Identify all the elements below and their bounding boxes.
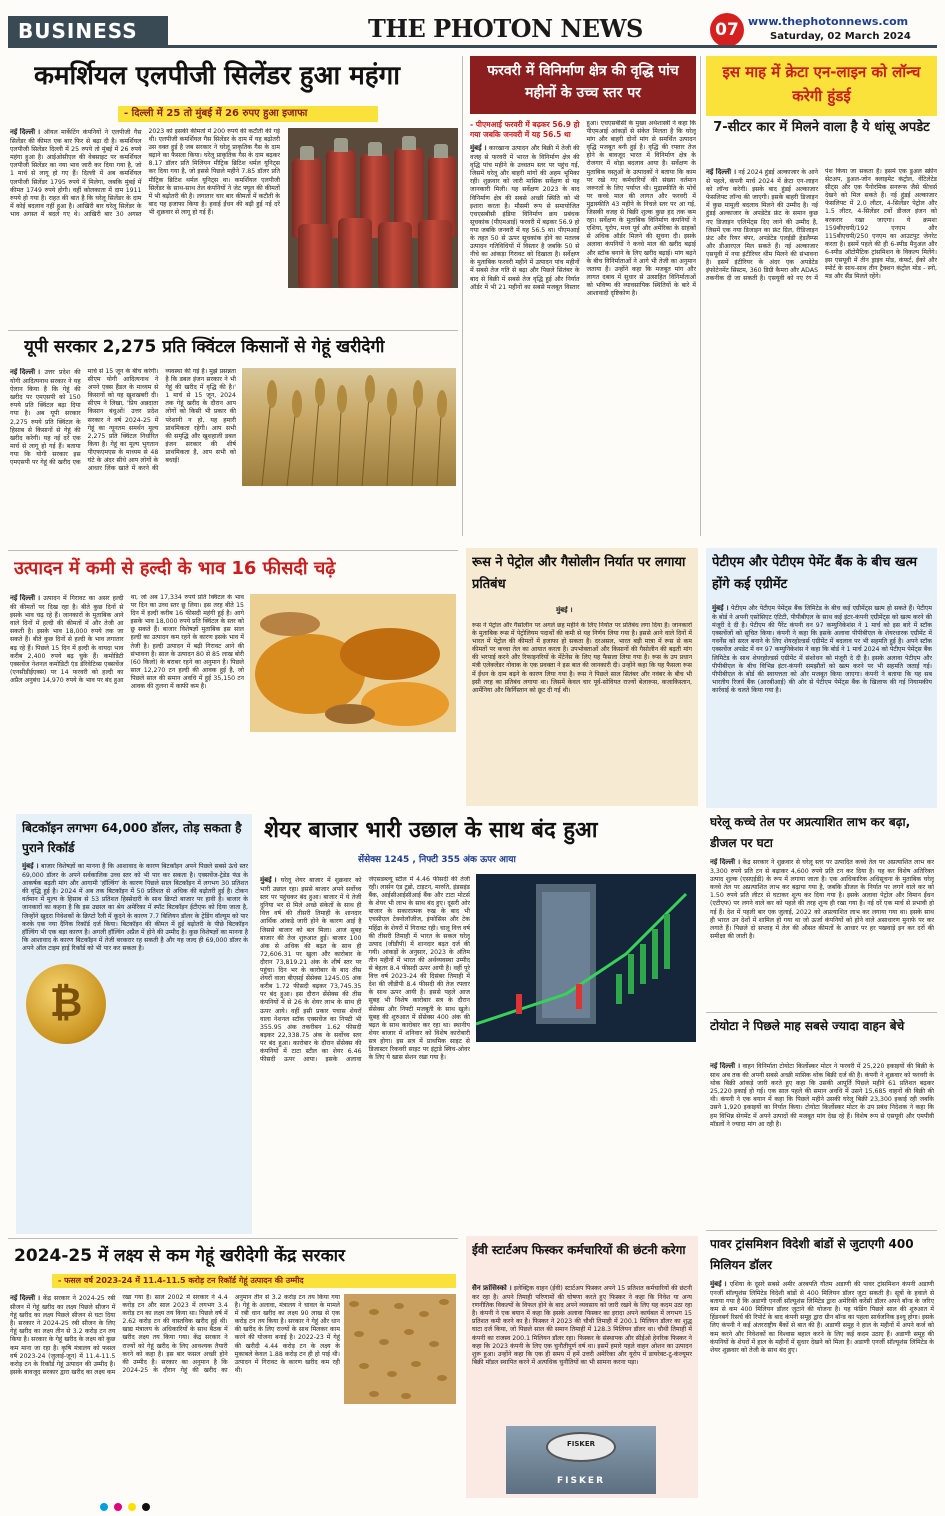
russia-article [466, 548, 698, 806]
toyota-headline: टोयोटा ने पिछले माह सबसे ज्यादा वाहन बेचे [710, 1019, 905, 1033]
turmeric-headline: उत्पादन में कमी से हल्दी के भाव 16 फीसदी चढ़े [14, 558, 336, 579]
bitcoin-body [22, 862, 248, 1230]
newspaper-title: THE PHOTON NEWS [368, 14, 643, 43]
wheat-centre-body-tail [344, 1408, 456, 1498]
turmeric-body [10, 594, 244, 810]
lpg-headline: कमर्शियल एलपीजी सिलेंडर हुआ महंगा [34, 61, 400, 91]
creta-body [706, 168, 937, 536]
section-label: BUSINESS [8, 16, 168, 46]
crude-headline: घरेलू कच्चे तेल पर अप्रत्याशित लाभ कर बढ़ा, डीजल पर घटा [710, 815, 911, 850]
sensex-body-tail [476, 1046, 696, 1232]
turmeric-dateline: नई दिल्ली । [10, 594, 41, 602]
mfg-dateline: मुंबई । [470, 144, 487, 152]
toyota-text: वाहन विनिर्माता टोयोटा किर्लोस्कर मोटर ने फरवरी में 25,220 इकाइयों की बिक्री के साथ अब तक की अपनी सबसे अच्छी मासिक थोक बिक्री दर्ज की है। कंपनी ने शुक्रवार को फरवरी के थोक बिक्री आंकड़े जारी करते हुए कहा कि उसकी आपूर्ति पिछले महीने 61 प्रतिशत बढ़कर 25,220 इकाई हो गई। एक साल पहले की समान अवधि में उसने 15,685 वाहनों की बिक्री की थी। कंपनी ने एक बयान में कहा कि पिछले महीने उसकी घरेलू बिक्री 23,300 इकाई रही जबकि उसने 1,920 इकाइयों का निर्यात किया। टोयोटा किर्लोस्कर मोटर के उप प्रबंध निदेशक ने कहा कि हम विभिन्न सेगमेंट में अपने उत्पादों की मजबूत मांग देख रहे हैं। विशेष रूप से एसयूवी और एमपीवी मॉडलों ने ज्यादा मांग आ रही है। [710, 1063, 934, 1128]
fisker-logo: FISKER [566, 1440, 596, 1448]
wheat-stalks-graphic [242, 368, 456, 486]
sensex-headline: शेयर बाजार भारी उछाल के साथ बंद हुआ [264, 818, 598, 843]
wheat-centre-subhead [52, 1274, 456, 1288]
mfg-headline-box [470, 56, 696, 114]
issue-date: Saturday, 02 March 2024 [770, 31, 911, 42]
creta-subhead: 7-सीटर कार में मिलने वाला है ये धांसू अपडेट [713, 120, 930, 135]
sensex-article [258, 814, 698, 1234]
russia-body: रूस ने पेट्रोल और गैसोलीन पर अगले छह महीने के लिए निर्यात पर प्रतिबंध लगा दिया है। जानकारों के मुताबिक रूस में पेट्रोलियम पदार्थों की कमी से यह निर्णय लिया गया है। इससे आने वाले दिनों में भारत में पेट्रोल की कीमतों में इजाफा हो सकता है। दरअसल, भारत बड़ी मात्रा में रूस से कम कीमतों पर कच्चा तेल का आयात करता है। उपभोक्ताओं और किसानों की गैसोलीन की बढ़ती मांग की भरपाई करने और रिफाइनरियों के मेंटेनेंस के लिए यह फैसला लिया गया है। रूस के उप प्रधान मंत्री एलेक्जेंडर नोवाक के एक प्रवक्ता ने इस बात की जानकारी दी। उन्होंने कहा कि यह फैसला रूस में ईंधन के दाम बढ़ने के कारण लिया गया है। रूस ने पिछले साल सितंबर और नवंबर के बीच भी इसी तरह का प्रतिबंध लगाया था। जिसमें केवल चार पूर्व-सोवियत राज्यों बेलारूस, कजाकिस्तान, आर्मेनिया और किर्गिस्तान को छूट दी गई थी। [472, 622, 692, 694]
russia-headline: रूस ने पेट्रोल और गैसोलीन निर्यात पर लगाया प्रतिबंध [472, 555, 686, 592]
crude-dateline: नई दिल्ली । [710, 858, 741, 866]
creta-headline-box [706, 56, 937, 116]
wheat-centre-body [10, 1294, 340, 1498]
wheat-up-body-tail [242, 490, 456, 542]
wheat-up-text: उत्तर प्रदेश की योगी आदित्यनाथ सरकार ने यह ऐलान किया है कि गेहूं की खरीद पर एमएसपी को 150 रुपये प्रति क्विंटल बढ़ा दिया गया है। अब यूपी सरकार 2,275 रुपये प्रति क्विंटल के हिसाब से किसानों से गेहूं की खरीद करेगी। यह नई दरें एक मार्च से लागू हो गई हैं। बताया गया कि योगी सरकार इस एमएसपी पर गेहूं की खरीद एक मार्च से 15 जून के बीच करेगी। सीएम योगी आदित्यनाथ ने अपने एक्स हैंडल के माध्यम से किसानों को यह खुशखबरी दी। सीएम ने लिखा, 'प्रिय अन्नदाता किसान बंधुओं! उत्तर प्रदेश सरकार ने वर्ष 2024-25 में गेहूं का न्यूनतम समर्थन मूल्य 2,275 प्रति क्विंटल निर्धारित किया है। गेहूं का मूल्य भुगतान पीएफएमएस के माध्यम से 48 घंटे के अंदर सीधे आप लोगों के आधार लिंक खाते में करने की व्यवस्था की गई है। मुझे प्रसन्नता है कि डबल इंजन सरकार ने भी गेहूं की खरीद में वृद्धि की है।' 1 मार्च से 15 जून, 2024 तक गेहूं खरीद के दौरान आप लोगों को किसी भी प्रकार की परेशानी न हो, यह हमारी प्राथमिकता रहेगी। आप सभी की समृद्धि और खुशहाली डबल इंजन सरकार की शीर्ष प्राथमिकता है, आप सभी को बधाई! [10, 368, 236, 473]
website-url[interactable]: www.thephotonnews.com [748, 15, 909, 28]
adani-article [706, 1234, 937, 1500]
turmeric-text: उत्पादन में गिरावट का असर हल्दी की कीमतों पर दिख रहा है। बीते कुछ दिनों से इसके भाव चढ़ रहे हैं। जानकारों के मुताबिक आने वाले दिनों में हल्दी की कीमतों में और तेजी आ सकती है। इसके भाव 18,000 रुपये तक जा सकते हैं। बीते कुछ दिनों से हल्दी के भाव लगातार बढ़ रहे हैं। पिछले 15 दिन में हल्दी के वायदा भाव करीब 2,400 रुपये बढ़ चुके हैं। कमोडिटी एक्सचेंज नेशनल कमोडिटी एंड डेरिवेटिव्स एक्सचेंज (एनसीडीईएक्स) पर 14 फरवरी को हल्दी का अप्रैल अनुबंध 14,970 रुपये के भाव पर बंद हुआ था, जो अब 17,334 रुपये प्रति क्विंटल के भाव पर दिन का उच्च स्तर छू लिया। इस तरह बीते 15 दिन में हल्दी करीब 16 फीसदी महंगी हुई है। आगे इसके भाव 18,000 रुपये प्रति क्विंटल के स्तर को छू सकते हैं। बाजार विशेषज्ञों मुताबिक इस साल हल्दी का उत्पादन कम रहने के कारण इसके भाव में तेजी है। हल्दी उत्पादन में बढ़ी गिरावट आने की संभावना है। साल के उत्पादन 80 से 85 लाख बोरी (60 किलो) के बराबर रहने का अनुमान है। पिछले साल 12,270 टन हल्दी की आवक हुई है, जो पिछले साल की समान अवधि में हुई 35,150 टन आवक की तुलना में काफी कम है। [10, 594, 244, 691]
bitcoin-text: बाजार विशेषज्ञों का मानना है कि आशावाद के कारण बिटकॉइन अपने पिछले सबसे ऊंचे स्तर 69,000 डॉलर के अपने सर्वकालिक उच्च स्तर को भी पार कर सकता है। एक्सचेंज-ट्रेडेड फंड के आकर्षक बढ़ती मांग और आगामी 'हॉल्विंग' के कारण पिछले साल बिटकॉइन में लगभग 30 प्रतिशत की वृद्धि हुई है। 2024 में अब तक बिटकॉइन में 50 प्रतिशत से अधिक की बढ़ोतरी हुई है। टोकन वर्तमान में मूल्य के हिसाब से 53 प्रतिशत हिस्सेदारी के साथ क्रिप्टो बाजार पर हावी है। बाजार के जानकारों का कहना है कि इस उछाल का श्रेय अमेरिका में स्पॉट बिटकॉइन ईटीएफ को दिया जाता है, जिन्होंने खुदरा निवेशकों के क्रिप्टो रैली में कूदने के कारण 7.7 बिलियन डॉलर के ट्रेडिंग वॉल्यूम को पार करके एक नया दैनिक रिकॉर्ड दर्ज किया। बिटकॉइन की कीमत में हुई बढ़ोतरी के पीछे बिटकॉइन हॉल्विंग भी एक बड़ा कारण है। अगली हॉल्विंग अप्रैल में होने की उम्मीद है। कुछ विशेषज्ञों का मानना है कि आशावाद के कारण बिटकॉइन में तेजी बरकरार रह सकती है और यह जल्द ही 69,000 डॉलर के अपने ऑल टाइम हाई रिकॉर्ड को भी पार कर सकता है। [22, 863, 248, 952]
bitcoin-headline: बिटकॉइन लगभग 64,000 डॉलर, तोड़ सकता है पुराने रिकॉर्ड [22, 821, 242, 855]
stock-exchange-image [476, 874, 696, 1042]
creta-text: नई 2024 हुंडई अल्काजार के आने से पहले, कंपनी मार्च 2024 में क्रेटा एन-लाइन को लॉन्च करेगी। इसके बाद हुंडई अल्काजार फेसलिफ्ट लॉन्च की जाएगी। इसके बाहरी डिजाइन में कुछ मामूली बदलाव मिलने की उम्मीद है। नई हुंडई अल्काजार के अपडेटेड फ्रंट के समान कुछ नए डिजाइन एलिमेंट्स दिए जाने की उम्मीद है, जिसमें एक नया डिजाइन का फ्रंट ग्रिल, रीडिजाइन फ्रंट और रियर बंपर, अपडेटेड एलईडी हेडलैम्प्स और डीआरएल मिल सकते हैं। नई अल्काजार एसयूवी में नया इंटीरियर थीम मिलने की संभावना है। इसमें इंटीरियर के अंदर एक अपडेटेड इंफोटेनमेंट सिस्टम, 360 डिग्री कैमरा और ADAS तकनीक दी जा सकती है। एसयूवी को नए रंग में पेश किया जा सकता है। इसमें एक डुअल स्क्रीन सेटअप, डुअल-जोन क्लाइमेट कंट्रोल, वेंटिलेटेड सीट्स और एक पैनोरमिक सनरूफ जैसे फीचर्स देखने को मिल सकते हैं। नई हुंडई अल्काजार फेसलिफ्ट में 2.0 लीटर, 4-सिलेंडर पेट्रोल और 1.5 लीटर, 4-सिलेंडर टर्बो डीजल इंजन को बरकरार रखा जाएगा। ये क्रमशः 159बीएचपी/192 एनएम और 115बीएचपी/250 एनएम का आउटपुट जेनरेट करता है। इसमें पहले की ही 6-स्पीड मैनुअल और 6-स्पीड ऑटोमैटिक ट्रांसमिशन के विकल्प मिलेंगे। इस एसयूवी में तीन ड्राइव मोड, कंफर्ट, ईको और स्पोर्ट के साथ-साथ तीन ट्रैक्शन कंट्रोल मोड - स्नो, मड और सैंड मिलते रहेंगे। [706, 168, 937, 283]
adani-headline: पावर ट्रांसमिशन विदेशी बांडों से जुटाएगी 400 मिलियन डॉलर [710, 1237, 914, 1272]
mfg-body [470, 120, 696, 536]
fisker-headline: ईवी स्टार्टअप फिस्कर कर्मचारियों की छंटनी करेगा [472, 1243, 686, 1257]
turmeric-body-tail [250, 736, 456, 810]
lpg-dateline: नई दिल्ली । [10, 128, 41, 136]
mfg-headline: फरवरी में विनिर्माण क्षेत्र की वृद्धि पांच महीनों के उच्च स्तर पर [487, 63, 679, 101]
sensex-subhead: सेंसेक्स 1245 , निफ्टी 355 अंक ऊपर आया [358, 855, 516, 865]
wheat-up-body [10, 368, 236, 542]
mfg-text: कारखाना उत्पादन और बिक्री में तेजी की वजह से फरवरी में भारत के विनिर्माण क्षेत्र की वृद्धि पांच महीने के उच्चतम स्तर पर पहुंच गई, जिसमें घरेलू और बाहरी मांगों की अहम भूमिका रही। शुक्रवार को जारी मासिक सर्वेक्षण से यह जानकारी मिली। यह सर्वेक्षण 2023 के बाद विनिर्माण क्षेत्र की सबसे अच्छी स्थिति को भी इशारा करता है। मौसमी रूप से समायोजित एचएसबीसी इंडिया विनिर्माण क्रय प्रबंधक सूचकांक (पीएमआई) फरवरी में बढ़कर 56.9 हो गया जबकि जनवरी में यह 56.5 था। पीएमआई के तहत 50 से ऊपर सूचकांक होने का मतलब उत्पादन गतिविधियों में विस्तार है जबकि 50 से नीचे का आंकड़ा गिरावट को दिखाता है। सर्वेक्षण के मुताबिक फरवरी महीने में उत्पादन पांच महीनों में सबसे तेज गति से बढ़ा और पिछले सितंबर के बाद से बिक्री में सबसे तेज वृद्धि हुई और निर्यात ऑर्डर में भी 21 महीनों का सबसे मजबूत विस्तार हुआ। एचएसबीसी के मुख्य अर्थशास्त्री ने कहा कि पीएमआई आंकड़ों से संकेत मिलता है कि घरेलू मांग और बाहरी दोनों मांग से समर्थित उत्पादन वृद्धि मजबूत बनी हुई है। वृद्धि की रफ्तार तेज होने के बावजूद भारत में विनिर्माण क्षेत्र के रोजगार में थोड़ा बदलाव आया है। सर्वेक्षण के मुताबिक वस्तुओं के उत्पादकों ने बताया कि काम पर रखे गए कर्मचारियों की संख्या वर्तमान जरूरतों के लिए पर्याप्त थी। मुद्रास्फीति के मोर्चे पर कच्चे माल की लागत और फरवरी में मुद्रास्फीति 43 महीने के निचले स्तर पर आ गई, जिसकी वजह से बिक्री शुल्क कुछ हद तक कम रहा। सर्वेक्षण के मुताबिक विनिर्माण कंपनियों ने एशिया, यूरोप, मध्य पूर्व और अमेरिका के ग्राहकों से अधिक ऑर्डर मिलने की सूचना दी। इसके अलावा कंपनियों ने कच्चे माल की खरीद बढ़ाई और स्टॉक बनाने के लिए खरीद बढ़ाई। मांग बढ़ने के बीच विनिर्माताओं ने आगे भी तेजी का अनुमान जताया है। उन्होंने कहा कि मजबूत मांग और लागत दबाव में सुधार से उत्साहित विनिर्माताओं को भविष्य की व्यावसायिक स्थितियों के बारे में आशावादी दृष्टिकोण है। [470, 120, 696, 297]
wheat-centre-headline: 2024-25 में लक्ष्य से कम गेहूं खरीदेगी केंद्र सरकार [14, 1246, 346, 1266]
lpg-text: ऑयल मार्केटिंग कंपनियों ने एलपीजी गैस सिलेंडर की कीमत एक बार फिर से बढ़ा दी है। कमर्शियल एलपीजी सिलेंडर दिल्ली में 25 रुपये तो मुंबई में 26 रुपये महंगा हुआ है। आईओसीएल की वेबसाइट पर कमर्शियल एलपीजी सिलेंडर का नया भाव जारी कर दिया गया है, जो 1 मार्च से लागू हो गए हैं। दिल्ली में अब कमर्शियल एलपीजी सिलेंडर 1795 रुपये में मिलेगा, जबकि मुंबई में कीमत 1749 रुपये होगी। वहीं कोलकाता में दाम 1911 रुपये हो गया है। राहत की बात है कि घरेलू सिलेंडर के दाम में कोई बदलाव नहीं हुआ है। आखिरी बार घरेलू सिलेंडर के भाव अगस्त में बदले गए थे। आखिरी बार 30 अगस्त 2023 को इसकी कीमतों में 200 रुपये की कटौती की गई थी। एलपीजी कमर्शियल गैस सिलेंडर के दाम में यह बढ़ोतरी उस वक्त हुई है जब सरकार ने घरेलू प्राकृतिक गैस के दाम बढ़ाने का फैसला किया। घरेलू प्राकृतिक गैस के दाम बढ़कर 8.17 डॉलर प्रति मिलियन मीट्रिक ब्रिटिश थर्मल यूनिट्स कर दिया गया है, जो इससे पिछले महीने 7.85 डॉलर प्रति मीट्रिक ब्रिटिश थर्मल यूनिट्स था। कमर्शियल एलपीजी सिलेंडर के साथ-साथ तेल कंपनियों ने जेट फ्यूल की कीमतों में भी बढ़ोतरी की है। लगातार चार बार कीमतों में कटौती के बाद यह इजाफा किया है। हवाई ईंधन की बढ़ी हुई नई दरें भी शुक्रवार से लागू हो गई हैं। [10, 128, 280, 218]
wheat-up-headline: यूपी सरकार 2,275 प्रति क्विंटल किसानों से गेहूं खरीदेगी [24, 337, 385, 357]
fisker-sign: FISKER [556, 1476, 606, 1486]
creta-article [706, 56, 937, 536]
masthead-bar [8, 8, 937, 48]
adani-text: एशिया के दूसरे सबसे अमीर अरबपति गौतम अडाणी की पावर ट्रांसमिशन कंपनी अडाणी एनर्जी सॉल्यूशंस लिमिटेड विदेशी बांडों से 400 मिलियन डॉलर जुटा सकती है। सूत्रों के हवाले से बताया गया है कि अडाणी एनर्जी सॉल्यूशंस लिमिटेड द्वारा अमेरिकी करेंसी डॉलर अपने बॉन्ड के जरिए कम से कम 400 मिलियन डॉलर जुटाने की योजना है। यह फंडिंग पिछले साल की शुरुआत में हिंडनबर्ग रिसर्च की रिपोर्ट के बाद कंपनी समूह द्वारा ग्रीन बॉन्ड का पहला सार्वजनिक इश्यू होगा। इसके लिए कंपनी ने कई अंतरराष्ट्रीय बैंकों से बात की है। अडाणी समूह ने हाल के महीनों में अपने कर्ज को कम करने और निवेशकों का विश्वास बहाल करने के लिए कई कदम उठाए हैं। अडाणी समूह की कंपनियों के शेयरों में हाल के महीनों में सुधार देखने को मिला है। अडाणी एनर्जी सॉल्यूशंस लिमिटेड के शेयर शुक्रवार को तेजी के साथ बंद हुए। [710, 1281, 934, 1354]
lpg-caption-tail [288, 290, 458, 324]
turmeric-article [8, 554, 458, 814]
bitcoin-icon: ₿ [49, 980, 83, 1026]
lpg-cylinders-image [288, 128, 458, 288]
sensex-text: घरेलू शेयर बाजार में शुक्रवार को भारी उछाल रहा। इससे बाजार अपने सर्वोच्च स्तर पर पहुंचकर बंद हुआ। बाजार में ये तेजी दुनिया भर से मिले अच्छे संकेतों के साथ ही वित्त वर्ष की तीसरी तिमाही के शानदार आर्थिक आंकड़े जारी होने के कारण आई है जिससे बाजार को बल मिला। आज सुबह बाजार की तेज शुरुआत हुई। बाजार 100 अंक से अधिक की बढ़त के साथ ही 72,606.31 पर खुला और कारोबार के दौरान 73,819.21 अंक के शीर्ष स्तर पर पहुंचा। दिन भर के कारोबार के बाद तीस शेयरों वाला बीएसई सेंसेक्स 1245.05 अंक करीब 1.72 फीसदी बढ़कर 73,745.35 पर बंद हुआ। इस दौरान सेंसेक्स की तीस कंपनियों में से 26 के शेयर लाभ के साथ ही ऊपर आये। वहीं इसी प्रकार पचास शेयरों वाला नेशनल स्टॉक एक्सचेंज का निफ्टी भी 355.95 अंक तकरीबन 1.62 फीसदी बढ़कर 22,338.75 अंक के सर्वोच्च स्तर पर बंद हुआ। कारोबार के दौरान सेंसेक्स की कंपनियों में टाटा स्टील का शेयर 6.46 फीसदी ऊपर आया। इसके अलावा जेएसडब्ल्यू स्टील में 4.46 फीसदी की तेजी रही। लार्सन एंड टूब्रो, टाइटन, मारुति, इंडसइंड बैंक, आईसीआईसीआई बैंक और टाटा मोटर्स के शेयर भी लाभ के साथ बंद हुए। दूसरी ओर बाजार के सकारात्मक रुख के बाद भी एचसीएल टेक्नोलॉजीज, इंफोसिस और टेक महिंद्रा के शेयरों में गिरावट रही। चालू वित्त वर्ष की तीसरी तिमाही में भारत के सकल घरेलू उत्पाद (जीडीपी) में शानदार बढ़त दर्ज की गयी। आंकड़ों के अनुसार, 2023 के अंतिम तीन महीनों में भारत की अर्थव्यवस्था उम्मीद से बेहतर 8.4 फीसदी ऊपर आयी है। वहीं पूरे वित्त वर्ष 2023-24 की दिसंबर तिमाही में देश की जीडीपी 8.4 फीसदी की तेज रफ्तार के साथ ऊपर आयी है। इससे पहले आज सुबह भी विशेष कारोबार सत्र के दौरान सेंसेक्स और निफ्टी मजबूती के साथ खुले। सुबह की शुरुआत में सेंसेक्स 400 अंक की बढ़त के साथ कारोबार कर रहा था। स्थानीय शेयर बाजार में शनिवार को विशेष कारोबारी सत्र होगा। इस सत्र में प्राथमिक साइट से डिजास्टर रिकवरी साइट पर इंट्राडे स्विच-ओवर के लिए ये खास सेशन रखा गया है। [260, 876, 470, 1064]
wheat-centre-subhead-text: - फसल वर्ष 2023-24 में 11.4-11.5 करोड़ टन रिकॉर्ड गेहूं उत्पादन की उम्मीद [58, 1276, 304, 1285]
creta-dateline: नई दिल्ली । [706, 168, 737, 176]
wheat-field-image [242, 368, 456, 486]
paytm-headline: पेटीएम और पेटीएम पेमेंट बैंक के बीच खत्म होंगे कई एग्रीमेंट [712, 555, 918, 592]
paytm-article [706, 548, 937, 808]
toyota-article [706, 1016, 937, 1226]
stock-chart-graphic [476, 874, 696, 1042]
wheat-grains-graphic [344, 1294, 456, 1404]
paytm-dateline: मुंबई । [712, 604, 729, 612]
bitcoin-dateline: मुंबई । [22, 862, 39, 870]
turmeric-image [250, 594, 456, 732]
bitcoin-article [16, 814, 252, 1234]
turmeric-graphic [250, 594, 456, 732]
paytm-body [712, 604, 932, 804]
crude-text: केंद्र सरकार ने शुक्रवार से घरेलू स्तर पर उत्पादित कच्चे तेल पर अप्रत्याशित लाभ कर 3,300 रुपये प्रति टन से बढ़ाकर 4,600 रुपये प्रति टन कर दिया है। यह कर विशेष अतिरिक्त उत्पाद शुल्क (एसएईडी) के रूप में लगाया जाता है। एक आधिकारिक अधिसूचना के मुताबिक घरेलू कच्चे तेल पर अप्रत्याशित लाभ कर बढ़ाया गया है, जबकि डीजल के निर्यात पर लगने वाले कर को 1.50 रुपये प्रति लीटर से घटाकर शून्य कर दिया गया है। इसके अलावा पेट्रोल और विमान ईंधन (एटीएफ) पर लगने वाले कर को पहले की तरह शून्य ही रखा गया है। नई दरें एक मार्च से प्रभावी हो गई हैं। देश में पहली बार एक जुलाई, 2022 को अप्रत्याशित लाभ कर लगाया गया था। इसके साथ ही भारत उन देशों में शामिल हो गया था जो ऊर्जा कंपनियों को होने वाले असाधारण मुनाफे पर कर लगाते हैं। पिछले दो सप्ताह में तेल की औसत कीमतों के आधार पर हर पखवाड़े इन कर दरों की समीक्षा की जाती है। [710, 859, 934, 940]
creta-headline: इस माह में क्रेटा एन-लाइन को लॉन्च करेगी हुंडई [722, 63, 921, 105]
lpg-article [8, 56, 458, 326]
page-number-badge: 07 [710, 13, 744, 47]
print-color-marks [100, 1503, 840, 1511]
wheat-up-dateline: नई दिल्ली । [10, 368, 41, 376]
mfg-article [470, 56, 696, 536]
wheat-up-article [8, 334, 458, 544]
lpg-subhead-text: - दिल्ली में 25 तो मुंबई में 26 रुपए हुआ इजाफा [124, 108, 308, 119]
lpg-body [10, 128, 280, 324]
wheat-centre-text: केंद्र सरकार ने 2024-25 रबी सीजन में गेहूं खरीद का लक्ष्य पिछले सीजन में गेहूं खरीद का लक्ष्य पिछले सीजन से घटा दिया है। सरकार ने 2024-25 रबी सीजन के लिए गेहूं खरीद का लक्ष्य तीन से 3.2 करोड़ टन तय किया है। सरकार के गेहूं खरीद के लक्ष्य को कुछ कम माना जा रहा है। कृषि मंत्रालय को फसल वर्ष 2023-24 (जुलाई-जून) में 11.4-11.5 करोड़ टन के रिकॉर्ड गेहूं उत्पादन की उम्मीद है। इसके बावजूद सरकार द्वारा खरीद का लक्ष्य कम रखा गया है। साल 2002 में सरकार ने 4.4 करोड़ टन और साल 2023 में लगभग 3.4 करोड़ टन का लक्ष्य तय किया था। पिछले वर्ष में 2.62 करोड़ टन की वास्तविक खरीद हुई थी। खाद्य मंत्रालय के अधिकारियों के साथ बैठक में खरीद लक्ष्य तय किया गया। केंद्र सरकार ने राज्यों को गेहूं खरीद के लिए आवश्यक तैयारी करने को कहा है। इस बार फसल अच्छी होने की उम्मीद है। सरकार का अनुमान है कि 2024-25 के दौरान गेहूं की खरीद का अनुमान तीन से 3.2 करोड़ टन तय किया गया है। गेहूं के अलावा, मंत्रालय ने चावल के मामले में रबी धान खरीद का लक्ष्य 90 लाख से एक करोड़ टन तय किया है। सरकार ने गेहूं और धान की खरीद के लिए राज्यों के साथ मिलकर काम करने की योजना बनाई है। 2022-23 में गेहूं की खरीदी 4.44 करोड़ टन के लक्ष्य के मुकाबले केवल 1.88 करोड़ टन ही हो पाई थी। उत्पादन में गिरावट के कारण खरीद कम रही थी। [10, 1294, 340, 1376]
crude-body [710, 858, 934, 1008]
fisker-dateline: सैन फ्रांसिस्को । [472, 1284, 512, 1292]
crude-article [706, 812, 937, 1008]
lpg-subhead [118, 106, 378, 122]
fisker-article [466, 1236, 698, 1498]
toyota-body [710, 1062, 934, 1222]
wheat-grains-image [344, 1294, 456, 1404]
sensex-dateline: मुंबई । [260, 876, 277, 884]
paytm-text: पेटीएम और पेटीएम पेमेंट्स बैंक लिमिटेड के बीच कई एग्रीमेंट्स खत्म हो सकते हैं। पेटीएम के बोर्ड ने अपनी एसोसिएट एंटिटी, पीपीबीएल के साथ कई इंटर-कंपनी एग्रीमेंट्स को खत्म करने की मंजूरी दे दी है। पेटीएम की पैरेंट कंपनी वन 97 कम्युनिकेशंस ने 1 मार्च को इस बारे में स्टॉक एक्सचेंजों को सूचित किया। कंपनी ने कहा कि इसके अलावा पीपीबीएल के शेयरधारक एग्रीमेंट में गवर्नेंस को सरल बनाने के लिए शेयरहोल्डर्स एग्रीमेंट में बदलाव पर भी सहमति हुई है। अपने स्टॉक एक्सचेंज अपडेट में वन 97 कम्युनिकेशंस ने कहा कि बोर्ड ने 1 मार्च 2024 को पेटीएम पेमेंट्स बैंक लिमिटेड के साथ शेयरहोल्डर्स एग्रीमेंट में संशोधन को मंजूरी दे दी है। इसके अलावा पेटीएम और पीपीबीएल के बीच विभिन्न इंटर-कंपनी समझौतों को खत्म करने पर भी सहमति जताई गई। पीपीबीएल के बोर्ड की स्वायत्तता को और मजबूत किया जाएगा। कंपनी ने बताया कि यह सब भारतीय रिजर्व बैंक (आरबीआई) की ओर से पेटीएम पेमेंट्स बैंक के खिलाफ की गई नियामकीय कार्रवाई के चलते किया गया है। [712, 605, 932, 694]
bitcoin-coin-image [26, 964, 106, 1044]
toyota-dateline: नई दिल्ली । [710, 1062, 741, 1070]
adani-dateline: मुंबई । [710, 1280, 727, 1288]
fisker-building-image [506, 1426, 656, 1494]
russia-dateline: मुंबई । [556, 606, 573, 614]
wheat-centre-dateline: नई दिल्ली । [10, 1294, 41, 1302]
fisker-text: इलेक्ट्रिक वाहन (ईवी) स्टार्टअप फिस्कर अपने 15 प्रतिशत कर्मचारियों की छंटनी कर रहा है। अपने तिमाही परिणामों की घोषणा करते हुए फिस्कर ने कहा कि निवेश या अन्य रणनीतिक विकल्पों के विफल होने के बाद अपने व्यवसाय को जारी रखने के लिए यह कदम उठा रहा है। कंपनी ने एक बयान में कहा कि इसके अलावा फिस्कर का इरादा अपने कार्यबल में लगभग 15 प्रतिशत कमी करने का है। फिस्कर ने 2023 की चौथी तिमाही में 200.1 मिलियन डॉलर का शुद्ध घाटा दर्ज किया, जो पिछले साल की समान तिमाही में 128.3 मिलियन डॉलर था। चौथी तिमाही में कंपनी का राजस्व 200.1 मिलियन डॉलर रहा। फिस्कर के संस्थापक और सीईओ हेनरिक फिस्कर ने कहा कि 2023 कंपनी के लिए एक चुनौतीपूर्ण वर्ष था। इसमें हमारे पहले वाहन ओशन का उत्पादन शुरू हुआ। उन्होंने कहा कि एक ही समय में हमें उत्तरी अमेरिका और यूरोप में डायरेक्ट-टू-कंज्यूमर बिक्री मॉडल स्थापित करने में अत्यधिक चुनौतियों का भी सामना करना पड़ा। [472, 1285, 692, 1366]
adani-body [710, 1280, 934, 1498]
sensex-body [260, 876, 470, 1232]
wheat-centre-article [8, 1240, 458, 1500]
fisker-body [472, 1284, 692, 1424]
mfg-subhead: - पीएमआई फरवरी में बढ़कर 56.9 हो गया जबकि जनवरी में यह 56.5 था [470, 120, 580, 139]
